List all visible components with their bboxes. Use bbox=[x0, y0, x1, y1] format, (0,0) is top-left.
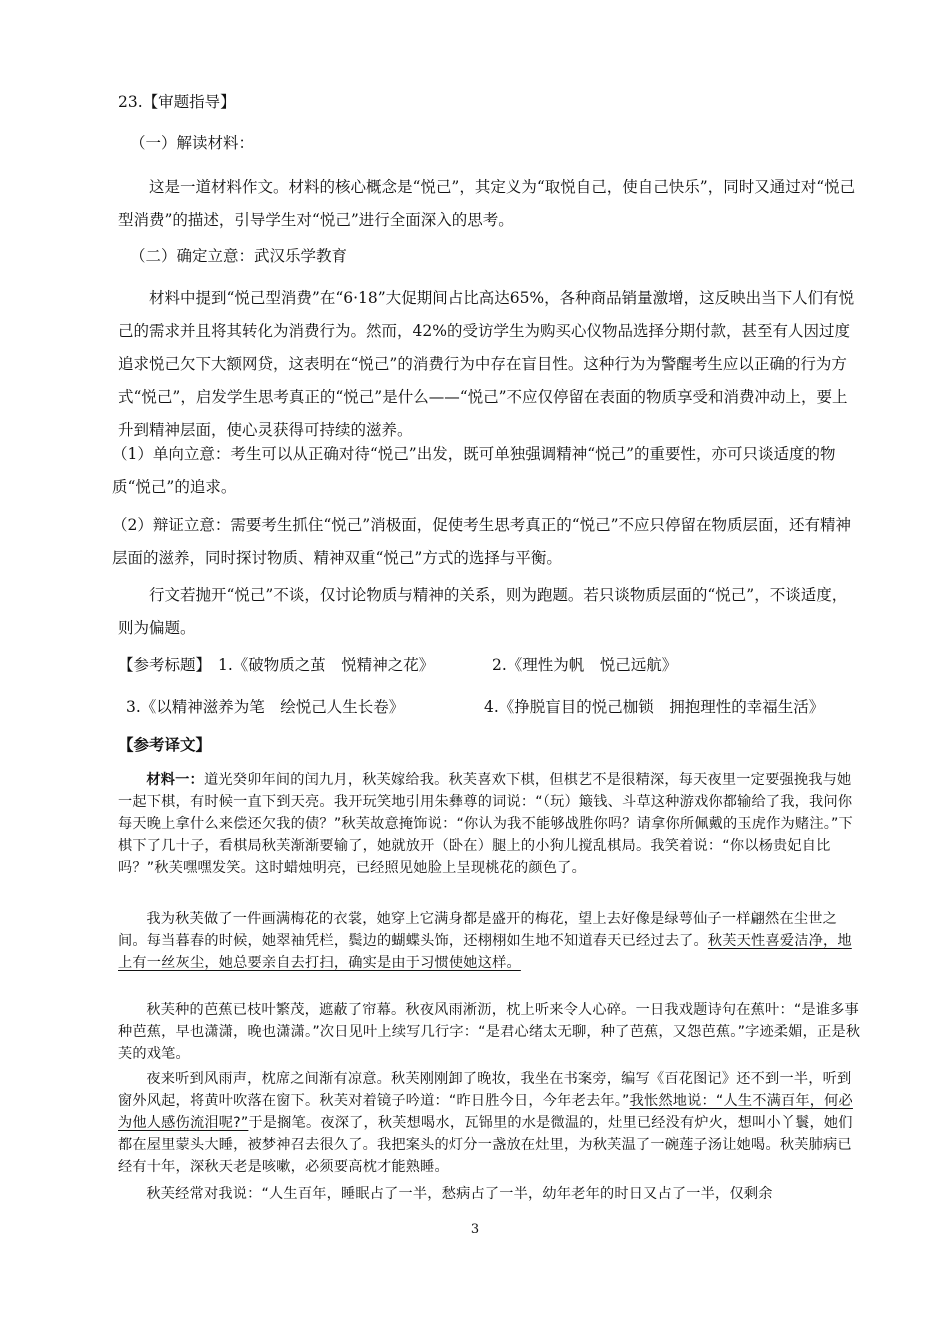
translation-paragraph-4: 夜来听到风雨声，枕席之间渐有凉意。秋芙刚刚卸了晚妆，我坐在书案旁，编写《百花图记》还不到一半，听到窗外风起，将黄叶吹落在窗下。秋芙对着镜子吟道：“昨日胜今日，今年老去年。”我怅然地说：“人生不满百年，何必为他人感伤流泪呢?”于是搁笔。夜深了，秋芙想喝水，瓦铞里的水是微温的，灶里已经没有炉火，想叫小丫鬟，她们都在屋里蒙头大睡，被梦神召去很久了。我把案头的灯分一盏放在灶里，为秋芙温了一碗莲子汤让她喝。秋芙肺病已经有十年，深秋天老是咳嗽，必须要高枕才能熟睡。 bbox=[118, 1071, 853, 1175]
ref-title-3: 3.《以精神滋养为笔 绘悦己人生长卷》 bbox=[126, 698, 405, 716]
translation-paragraph-3: 秋芙种的芭蕉已枝叶繁茂，遮蔽了帘幕。秋夜风雨淅沥，枕上听来令人心碎。一日我戏题诗句在蕉叶：“是谁多事种芭蕉，早也潇潇，晚也潇潇。”次日见叶上续写几行字：“是君心绪太无聊，种了芭蕉，又怨芭蕉。”字迹柔媚，正是秋芙的戏笔。 bbox=[118, 1002, 861, 1062]
translation-paragraph-5: 秋芙经常对我说：“人生百年，睡眠占了一半，愁病占了一半，幼年老年的时日又占了一半，仅剩余 bbox=[146, 1186, 773, 1202]
question-heading: 23.【审题指导】 bbox=[118, 93, 236, 111]
point-two-text: （2）辩证立意：需要考生抓住“悦己”消极面，促使考生思考真正的“悦己”不应只停留在物质层面，还有精神层面的滋养，同时探讨物质、精神双重“悦己”方式的选择与平衡。 bbox=[112, 516, 852, 567]
section2-text: 材料中提到“悦己型消费”在“6·18”大促期间占比高达65%，各种商品销量激增，这反映出当下人们有悦己的需求并且将其转化为消费行为。然而，42%的受访学生为购买心仪物品选择分期付款，甚至有人因过度追求悦己欠下大额网贷，这表明在“悦己”的消费行为中存在盲目性。这种行为为警醒考生应以正确的行为方式“悦己”，启发学生思考真正的“悦己”是什么——“悦己”不应仅停留在表面的物质享受和消费冲动上，要上升到精神层面，使心灵获得可持续的滋养。 bbox=[118, 289, 855, 439]
section1-text: 这是一道材料作文。材料的核心概念是“悦己”，其定义为“取悦自己，使自己快乐”，同时又通过对“悦己型消费”的描述，引导学生对“悦己”进行全面深入的思考。 bbox=[118, 178, 856, 229]
underlined-sentence: 秋芙天性喜爱洁净，地上有一丝灰尘，她总要亲自去打扫，确实是由于习惯使她这样。 bbox=[118, 933, 852, 971]
translation-label: 【参考译文】 bbox=[118, 736, 212, 754]
caution-text: 行文若抛开“悦己”不谈，仅讨论物质与精神的关系，则为跑题。若只谈物质层面的“悦己”，不谈适度，则为偏题。 bbox=[118, 586, 848, 637]
ref-title-4: 4.《挣脱盲目的悦己枷锁 拥抱理性的幸福生活》 bbox=[484, 698, 825, 716]
page-number: 3 bbox=[470, 1222, 480, 1237]
underlined-quote: 我怅然地说：“人生不满百年，何必为他人感伤流泪呢?” bbox=[118, 1093, 853, 1131]
translation-paragraph-1: 材料一：道光癸卯年间的闰九月，秋芙嫁给我。秋芙喜欢下棋，但棋艺不是很精深，每天夜里一定要强挽我与她一起下棋，有时候一直下到天亮。我开玩笑地引用朱彝尊的词说：“（玩）簸钱、斗草这种游戏你都输给了我，我问你每天晚上拿什么来偿还欠我的债？”秋芙故意掩饰说：“你认为我不能够战胜你吗？请拿你所佩戴的玉虎作为赌注。”下棋下了几十子，看棋局秋芙渐渐要输了，她就放开（卧在）腿上的小狗儿搅乱棋局。我笑着说：“你以杨贵妃自比吗？”秋芙嘿嘿发笑。这时蜡烛明亮，已经照见她脸上呈现桃花的颜色了。 bbox=[118, 772, 853, 876]
ref-titles-label: 【参考标题】 bbox=[118, 656, 212, 674]
ref-title-1: 1.《破物质之茧 悦精神之花》 bbox=[218, 656, 435, 674]
material-one-label: 材料一： bbox=[146, 772, 204, 788]
section2-title: （二）确定立意：武汉乐学教育 bbox=[130, 247, 348, 265]
point-one-text: （1）单向立意：考生可以从正确对待“悦己”出发，既可单独强调精神“悦己”的重要性，亦可只谈适度的物质“悦己”的追求。 bbox=[112, 445, 836, 496]
translation-paragraph-2: 我为秋芙做了一件画满梅花的衣裳，她穿上它满身都是盛开的梅花，望上去好像是绿萼仙子一样翩然在尘世之间。每当暮春的时候，她翠袖凭栏，鬓边的蝴蝶头饰，还栩栩如生地不知道春天已经过去了。秋芙天性喜爱洁净，地上有一丝灰尘，她总要亲自去打扫，确实是由于习惯使她这样。 bbox=[118, 911, 852, 971]
ref-title-2: 2.《理性为帆 悦己远航》 bbox=[492, 656, 678, 674]
section1-title: （一）解读材料： bbox=[130, 134, 255, 152]
